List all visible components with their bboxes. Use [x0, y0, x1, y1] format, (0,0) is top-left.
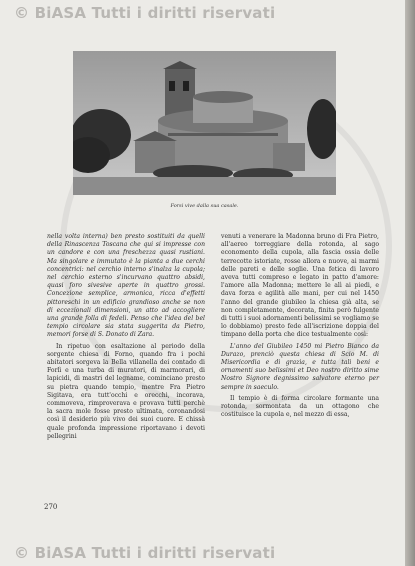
left-paragraph-2: In ripetuo con esaltazione al periodo della sorgente chiesa di Forno, quando fra i pochi abitatori sorgeva la Bella villanella dei contado di Forlì e una turba di muratori, di marmorari, di lapicidi, di mastri del legname, cominciano presto su pietra quando tempio, mentre Fra Pietro Sigitava, era tutt'occhi e orecchi, incorava, commoveva, rimproverava e provava tutti perchè la sacra mole fosse presto ultimata, coronandosi così il desiderio più vivo dei suoi cuore. E chissà quale profonda impressione riportavano i devoti pellegrini: [47, 342, 205, 440]
church-photograph: [73, 51, 336, 195]
left-paragraph-1: nella volta interna) ben presto sostituiti da quelli della Rinascenza Toscana che qui si impresse con un candore e con una freschezza quasi rustiani. Ma singolare e immutato è la pianta a due cerchi concentrici: nel cerchio interno s'inalza la cupola; nel cerchio esterno s'incurvano quattro absidi, quasi foro sivesive aperte in quattro grossi. Concezione semplice, armonica, ricca d'effetti pittoreschi in un edificio grandioso anche se non di eccezionali dimensioni, un atto ad accogliere una grande folla di fedeli. Penso che l'idea del bel tempio circolare sia stata suggerita da Pietro, memori forse di S. Donato di Zara.: [47, 233, 205, 339]
watermark-top: © BiASA Tutti i diritti riservati: [14, 4, 276, 22]
right-paragraph-3: Il tempio è di forma circolare formante una rotonda, sormontata da un ottagono che costituisce la cupola e, nel mezzo di essa,: [221, 394, 379, 419]
text-column-right: [221, 233, 379, 422]
page-number: 270: [44, 503, 58, 511]
right-paragraph-2: L'anno del Giubileo 1450 mi Pietro Bianco da Durazo, prenciò questa chiesa di Scio M. di Misericordia e di grazia, e tutta tali beni e ornamenti suo belissimi et Deo nostro diritto sime Nostro Signore degnissimo salvatore eterno per sempre in saeculo.: [221, 342, 379, 391]
watermark-bottom: © BiASA Tutti i diritti riservati: [14, 544, 276, 562]
text-column-left: [47, 233, 205, 444]
photo-caption: Forsi vive dalla sua casale.: [170, 203, 239, 209]
page-edge-shadow: [405, 0, 415, 566]
right-paragraph-1: venuti a venerare la Madonna bruno di Fra Pietro, all'aereo torreggiare della rotonda, al sago economento della cupola, alla fascia ossia delle terrecotte istoriate, rosse allora e nuove, ai marmi delle pareti e delle soglie. Una fetica di lavoro aveva tutti compreso e legato in patto d'amore: l'amore alla Madonna; mettere le alì ai piedi, e dava forza e agilità alle mani, per cui nel 1450 l'anno del grande giubileo la chiesa già alta, se non completamente, decorata, finita però fulgente di tutti i suoi adornamenti belissimi se vogliamo se lo dobbiamo) presto fede all'iscrizione doppia del timpano della porta che dice testualmente così:: [221, 233, 379, 339]
church-photo-image: [73, 51, 336, 195]
